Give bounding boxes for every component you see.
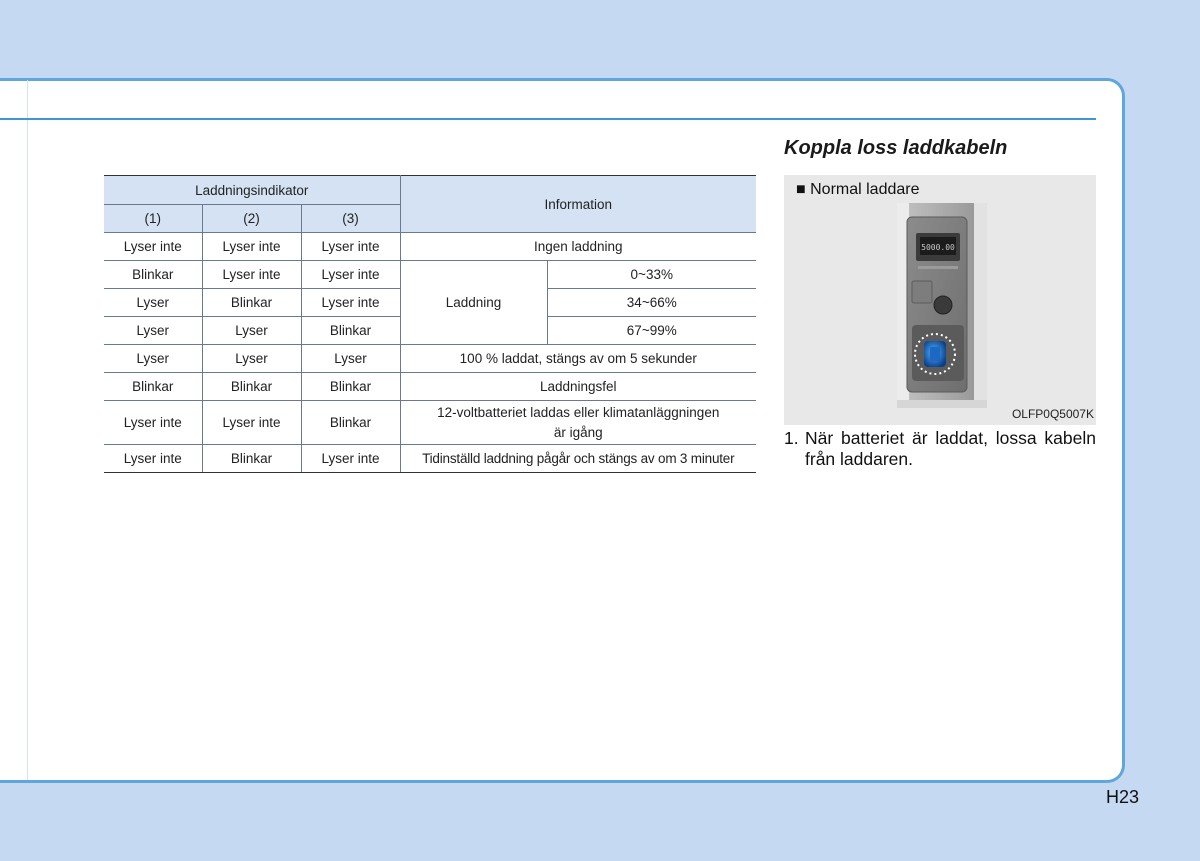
cell-indicator-3: Blinkar [301, 401, 400, 445]
step-number: 1. [784, 428, 799, 448]
header-information: Information [400, 176, 756, 233]
cell-info: Tidinställd laddning pågår och stängs av om 3 minuter [400, 445, 756, 473]
page-number: H23 [1106, 787, 1140, 807]
section-title: Koppla loss laddkabeln [784, 137, 1008, 159]
cell-indicator-2: Lyser [202, 317, 301, 345]
cell-indicator-1: Blinkar [104, 261, 202, 289]
header-col-2: (2) [202, 205, 301, 233]
table-row [104, 233, 756, 261]
table-row [104, 345, 756, 373]
table-row [104, 401, 756, 445]
header-col-1: (1) [104, 205, 202, 233]
cell-indicator-1: Blinkar [104, 373, 202, 401]
cell-indicator-2: Blinkar [202, 445, 301, 473]
cell-info-line-2: är igång [553, 424, 603, 440]
figure-code: OLFP0Q5007K [1011, 407, 1094, 421]
table-row [104, 445, 756, 473]
cell-indicator-2: Blinkar [202, 373, 301, 401]
instruction-step [784, 428, 1096, 470]
cell-indicator-3: Blinkar [301, 373, 400, 401]
cell-indicator-1: Lyser inte [104, 445, 202, 473]
table-row [104, 373, 756, 401]
cell-info: Laddningsfel [400, 373, 756, 401]
display-readout: 5000.00 [921, 243, 955, 252]
cell-info-line-1: 12-voltbatteriet laddas eller klimatanläggningen [437, 404, 720, 420]
cell-indicator-1: Lyser [104, 289, 202, 317]
cell-indicator-2: Lyser inte [202, 233, 301, 261]
cell-indicator-3: Lyser inte [301, 233, 400, 261]
cell-indicator-2: Lyser [202, 345, 301, 373]
charger-figure [784, 175, 1096, 425]
step-text: När batteriet är laddat, lossa kabeln från laddaren. [805, 428, 1096, 469]
cell-indicator-1: Lyser inte [104, 401, 202, 445]
cell-info: Ingen laddning [400, 233, 756, 261]
cell-indicator-2: Blinkar [202, 289, 301, 317]
cell-percent: 67~99% [547, 317, 756, 345]
cell-indicator-2: Lyser inte [202, 261, 301, 289]
cell-indicator-3: Lyser inte [301, 261, 400, 289]
charger-illustration [784, 175, 1096, 425]
charging-indicator-table [104, 175, 756, 473]
cell-indicator-1: Lyser inte [104, 233, 202, 261]
cell-indicator-3: Lyser [301, 345, 400, 373]
cell-info: 100 % laddat, stängs av om 5 sekunder [400, 345, 756, 373]
header-rule [0, 118, 1096, 120]
cell-indicator-1: Lyser [104, 345, 202, 373]
cell-charging-label: Laddning [400, 261, 547, 345]
cell-indicator-2: Lyser inte [202, 401, 301, 445]
cell-indicator-3: Lyser inte [301, 445, 400, 473]
cell-indicator-3: Blinkar [301, 317, 400, 345]
cell-percent: 0~33% [547, 261, 756, 289]
cell-percent: 34~66% [547, 289, 756, 317]
header-indicator: Laddningsindikator [104, 176, 400, 205]
left-margin-rule [27, 80, 28, 780]
table-row [104, 261, 756, 289]
cell-indicator-3: Lyser inte [301, 289, 400, 317]
cell-info [400, 401, 756, 445]
cell-indicator-1: Lyser [104, 317, 202, 345]
figure-caption: ■ Normal laddare [796, 181, 920, 198]
header-col-3: (3) [301, 205, 400, 233]
